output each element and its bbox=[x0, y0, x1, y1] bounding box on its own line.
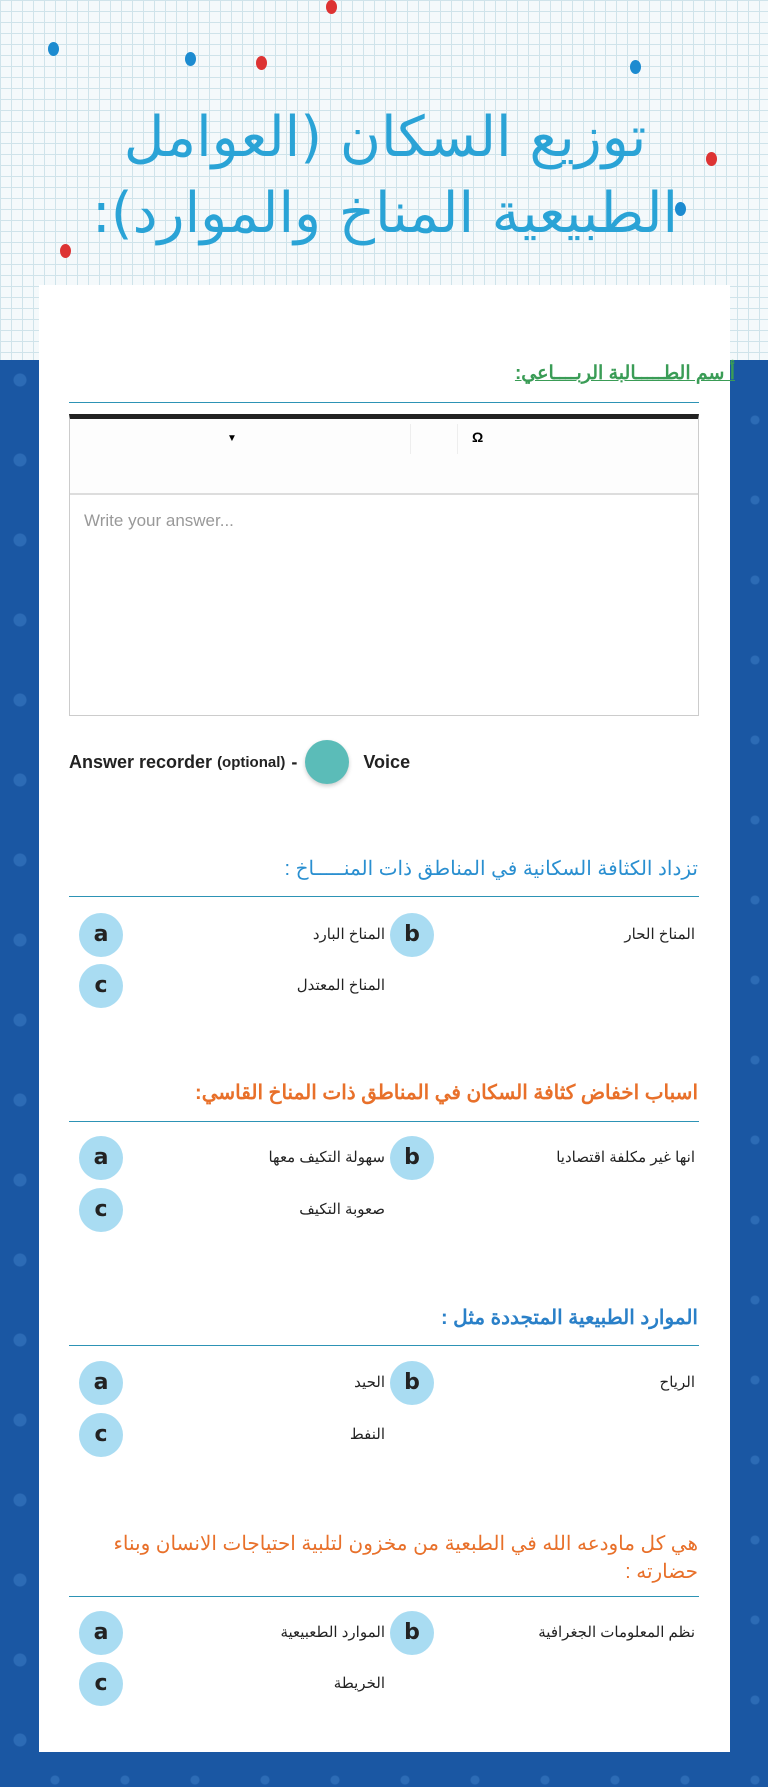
option-c-text[interactable]: الخريطة bbox=[333, 1675, 385, 1692]
recorder-label: Answer recorder bbox=[69, 751, 213, 772]
option-c-text[interactable]: المناخ المعتدل bbox=[296, 977, 385, 994]
option-a-text[interactable]: سهولة التكيف معها bbox=[268, 1149, 385, 1166]
record-voice-button[interactable] bbox=[305, 740, 349, 784]
divider bbox=[69, 1345, 699, 1346]
divider bbox=[69, 1596, 699, 1597]
answer-editor[interactable] bbox=[69, 414, 699, 716]
decor-dot bbox=[326, 0, 337, 14]
voice-label: Voice bbox=[363, 751, 411, 772]
option-b-text[interactable]: الرياح bbox=[659, 1374, 695, 1391]
option-a-bubble[interactable]: a bbox=[79, 1361, 123, 1405]
option-a-text[interactable]: الموارد الطعبيعية bbox=[280, 1624, 385, 1641]
question-4-text: هي كل ماودعه الله في الطبعية من مخزون لتلبية احتياجات الانسان وبناء حضارته : bbox=[113, 1533, 698, 1583]
decor-dot bbox=[48, 42, 59, 56]
special-char-button[interactable]: Ω bbox=[472, 429, 484, 445]
question-2-text: اسباب اخفاض كثافة السكان في المناطق ذات المناخ القاسي: bbox=[195, 1082, 698, 1104]
divider bbox=[69, 402, 699, 403]
decor-dot bbox=[256, 56, 267, 70]
option-c-bubble[interactable]: c bbox=[79, 1188, 123, 1232]
option-a-text[interactable]: المناخ البارد bbox=[312, 926, 385, 943]
option-a-text[interactable]: الحيد bbox=[354, 1374, 385, 1391]
option-b-bubble[interactable]: b bbox=[390, 1611, 434, 1655]
editor-toolbar bbox=[70, 419, 698, 495]
page-title: توزيع السكان (العوامل الطبيعية المناخ والموارد): bbox=[91, 105, 679, 246]
option-a-bubble[interactable]: a bbox=[79, 1611, 123, 1655]
option-c-text[interactable]: النفط bbox=[349, 1426, 385, 1443]
toolbar-separator bbox=[410, 424, 411, 454]
student-name-label: أ سم الطـــــالبة الربــــاعي: bbox=[514, 363, 735, 384]
option-b-bubble[interactable]: b bbox=[390, 913, 434, 957]
question-3-text: الموارد الطبيعية المتجددة مثل : bbox=[440, 1307, 698, 1329]
answer-recorder bbox=[69, 740, 410, 784]
option-c-text[interactable]: صعوبة التكيف bbox=[299, 1201, 385, 1218]
decor-dot bbox=[630, 60, 641, 74]
option-b-text[interactable]: انها غير مكلفة اقتصاديا bbox=[556, 1149, 695, 1166]
option-b-bubble[interactable]: b bbox=[390, 1136, 434, 1180]
answer-input[interactable]: Write your answer... bbox=[84, 511, 234, 530]
dropdown-caret-icon[interactable]: ▼ bbox=[227, 433, 237, 444]
option-b-text[interactable]: نظم المعلومات الجغرافية bbox=[538, 1624, 695, 1641]
question-1-text: تزداد الكثافة السكانية في المناطق ذات المنـــــاخ : bbox=[284, 858, 698, 880]
option-b-bubble[interactable]: b bbox=[390, 1361, 434, 1405]
option-a-bubble[interactable]: a bbox=[79, 913, 123, 957]
recorder-dash: - bbox=[291, 751, 298, 772]
decor-dot bbox=[185, 52, 196, 66]
option-b-text[interactable]: المناخ الحار bbox=[624, 926, 695, 943]
option-c-bubble[interactable]: c bbox=[79, 1662, 123, 1706]
divider bbox=[69, 896, 699, 897]
option-c-bubble[interactable]: c bbox=[79, 1413, 123, 1457]
option-c-bubble[interactable]: c bbox=[79, 964, 123, 1008]
recorder-optional: (optional) bbox=[217, 753, 286, 771]
divider bbox=[69, 1121, 699, 1122]
toolbar-separator bbox=[457, 424, 458, 454]
option-a-bubble[interactable]: a bbox=[79, 1136, 123, 1180]
